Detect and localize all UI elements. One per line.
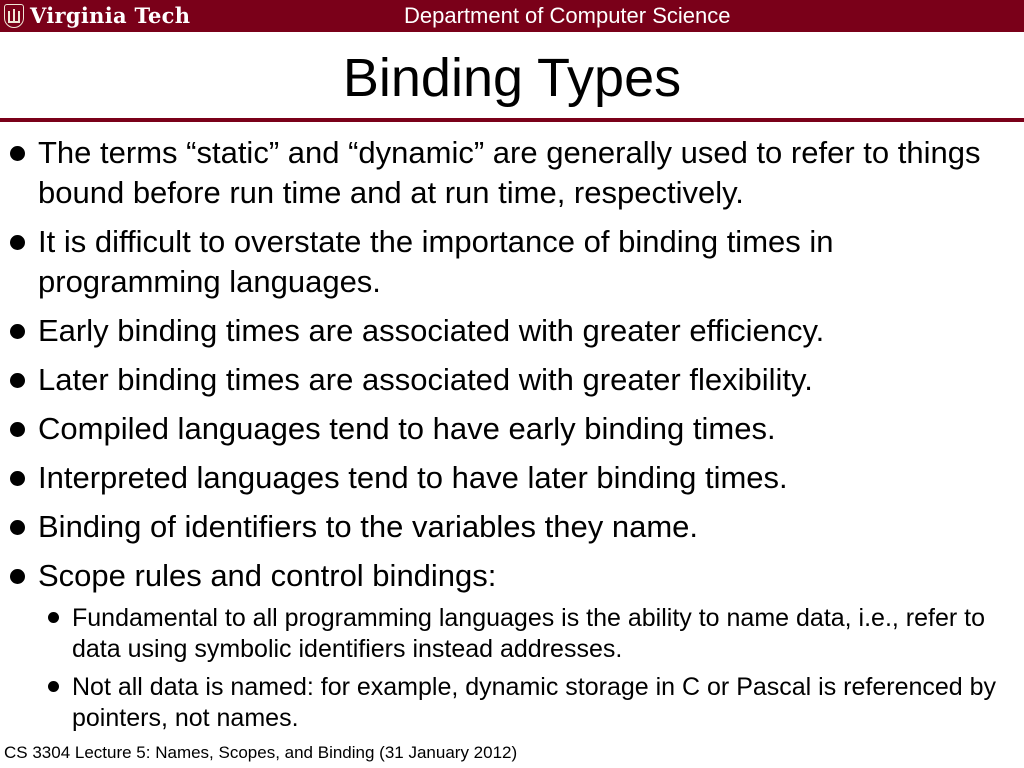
logo-text: Virginia Tech — [30, 3, 191, 28]
bullet-dot-icon — [10, 520, 25, 535]
bullet-text: Later binding times are associated with greater flexibility. — [38, 362, 813, 397]
bullet-item — [0, 133, 1004, 213]
shield-icon — [4, 4, 24, 28]
virginia-tech-logo — [4, 3, 190, 29]
bullet-item — [0, 458, 1004, 498]
slide-content — [0, 124, 1024, 734]
header-bar — [0, 0, 1024, 32]
bullet-item — [0, 409, 1004, 449]
bullet-text: Early binding times are associated with greater efficiency. — [38, 313, 825, 348]
bullet-item — [0, 222, 1004, 302]
bullet-text: The terms “static” and “dynamic” are generally used to refer to things bound before run time and at run time, respectively. — [38, 135, 981, 210]
bullet-text: Interpreted languages tend to have later binding times. — [38, 460, 788, 495]
sub-bullet-dot-icon — [48, 681, 59, 692]
sub-bullet-text: Fundamental to all programming languages is the ability to name data, i.e., refer to data using symbolic identifiers instead addresses. — [72, 604, 986, 663]
sub-bullet-dot-icon — [48, 612, 59, 623]
sub-bullet-item — [38, 603, 1002, 665]
bullet-dot-icon — [10, 235, 25, 250]
bullet-item — [0, 311, 1004, 351]
sub-bullet-text: Not all data is named: for example, dynamic storage in C or Pascal is referenced by pointers, not names. — [72, 673, 997, 732]
bullet-text: It is difficult to overstate the importance of binding times in programming languages. — [38, 224, 834, 299]
bullet-text: Compiled languages tend to have early binding times. — [38, 411, 776, 446]
bullet-text: Scope rules and control bindings: — [38, 558, 497, 593]
bullet-item — [0, 556, 1004, 734]
bullet-dot-icon — [10, 471, 25, 486]
sub-bullet-list — [38, 603, 1004, 734]
sub-bullet-item — [38, 672, 1002, 734]
bullet-dot-icon — [10, 324, 25, 339]
bullet-item — [0, 360, 1004, 400]
slide-footer: CS 3304 Lecture 5: Names, Scopes, and Binding (31 January 2012) — [4, 743, 518, 762]
department-name: Department of Computer Science — [404, 3, 731, 28]
title-divider — [0, 118, 1024, 122]
bullet-dot-icon — [10, 146, 25, 161]
slide-title: Binding Types — [342, 48, 682, 108]
bullet-item — [0, 507, 1004, 547]
bullet-dot-icon — [10, 569, 25, 584]
bullet-dot-icon — [10, 422, 25, 437]
bullet-list — [0, 133, 1024, 734]
bullet-text: Binding of identifiers to the variables they name. — [38, 509, 698, 544]
bullet-dot-icon — [10, 373, 25, 388]
